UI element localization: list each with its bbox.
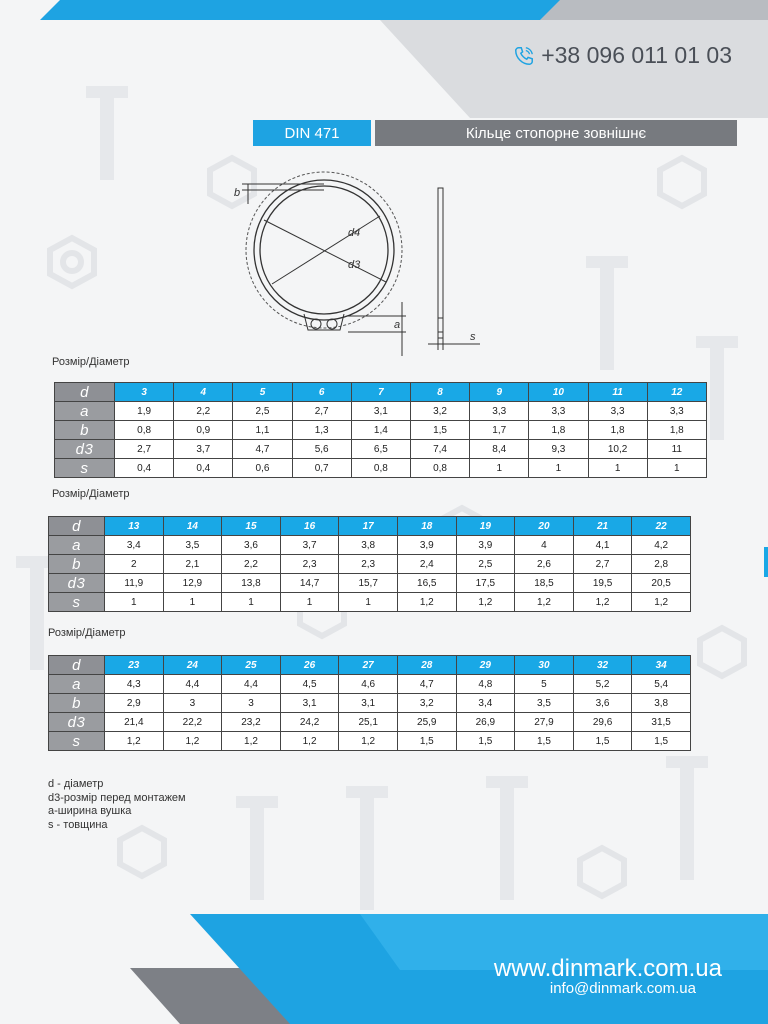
size-cell: 25: [222, 656, 281, 675]
value-cell: 31,5: [632, 713, 691, 732]
size-cell: 16: [280, 517, 339, 536]
value-cell: 3,9: [397, 536, 456, 555]
value-cell: 19,5: [573, 574, 632, 593]
value-cell: 4,4: [222, 675, 281, 694]
legend-item: d3-розмір перед монтажем: [48, 791, 186, 804]
size-cell: 24: [163, 656, 222, 675]
size-cell: 23: [105, 656, 164, 675]
size-cell: 29: [456, 656, 515, 675]
size-cell: 4: [174, 383, 233, 402]
table-row: [49, 675, 691, 694]
value-cell: 2,7: [292, 402, 351, 421]
size-cell: 7: [351, 383, 410, 402]
value-cell: 2,7: [573, 555, 632, 574]
label-s: s: [470, 331, 476, 343]
value-cell: 3,5: [515, 694, 574, 713]
value-cell: 1,2: [222, 732, 281, 751]
size-cell: 12: [647, 383, 706, 402]
value-cell: 2,3: [280, 555, 339, 574]
value-cell: 3,3: [470, 402, 529, 421]
value-cell: 22,2: [163, 713, 222, 732]
table-caption-2: Розмір/Діаметр: [52, 488, 130, 500]
value-cell: 1,5: [456, 732, 515, 751]
value-cell: 3,3: [588, 402, 647, 421]
table-caption-3: Розмір/Діаметр: [48, 627, 126, 639]
value-cell: 16,5: [397, 574, 456, 593]
value-cell: 2: [105, 555, 164, 574]
value-cell: 0,8: [115, 421, 174, 440]
value-cell: 2,3: [339, 555, 398, 574]
value-cell: 3,4: [105, 536, 164, 555]
phone-number: +38 096 011 01 03: [541, 42, 732, 68]
legend-item: d - діаметр: [48, 778, 104, 790]
table-row: [55, 440, 707, 459]
value-cell: 23,2: [222, 713, 281, 732]
value-cell: 2,2: [222, 555, 281, 574]
value-cell: 2,1: [163, 555, 222, 574]
value-cell: 3,3: [529, 402, 588, 421]
value-cell: 1,8: [529, 421, 588, 440]
value-cell: 1: [163, 593, 222, 612]
value-cell: 1,2: [456, 593, 515, 612]
value-cell: 7,4: [410, 440, 469, 459]
row-label: d: [49, 656, 105, 675]
dimensions-table-3: [48, 655, 691, 751]
value-cell: 15,7: [339, 574, 398, 593]
value-cell: 4,8: [456, 675, 515, 694]
value-cell: 2,7: [115, 440, 174, 459]
phone-contact[interactable]: [513, 42, 732, 69]
value-cell: 1,5: [410, 421, 469, 440]
size-cell: 14: [163, 517, 222, 536]
value-cell: 1,1: [233, 421, 292, 440]
value-cell: 1,2: [397, 593, 456, 612]
size-cell: 6: [292, 383, 351, 402]
value-cell: 3,8: [632, 694, 691, 713]
dimensions-table-1: [54, 382, 707, 478]
value-cell: 26,9: [456, 713, 515, 732]
value-cell: 4,1: [573, 536, 632, 555]
value-cell: 4,2: [632, 536, 691, 555]
size-cell: 10: [529, 383, 588, 402]
value-cell: 9,3: [529, 440, 588, 459]
legend: [48, 778, 186, 832]
row-label: d3: [49, 574, 105, 593]
row-label: d: [49, 517, 105, 536]
table-row: [55, 459, 707, 478]
table-row: [49, 536, 691, 555]
size-cell: 17: [339, 517, 398, 536]
value-cell: 18,5: [515, 574, 574, 593]
value-cell: 1,2: [163, 732, 222, 751]
page-edge-marker: [764, 547, 768, 577]
size-cell: 22: [632, 517, 691, 536]
value-cell: 1: [470, 459, 529, 478]
value-cell: 12,9: [163, 574, 222, 593]
value-cell: 1,8: [647, 421, 706, 440]
size-cell: 13: [105, 517, 164, 536]
value-cell: 0,8: [351, 459, 410, 478]
row-label: s: [55, 459, 115, 478]
size-cell: 32: [573, 656, 632, 675]
value-cell: 4,6: [339, 675, 398, 694]
value-cell: 5,6: [292, 440, 351, 459]
value-cell: 1,2: [515, 593, 574, 612]
row-label: b: [55, 421, 115, 440]
value-cell: 21,4: [105, 713, 164, 732]
value-cell: 3,9: [456, 536, 515, 555]
legend-item: a-ширина вушка: [48, 805, 132, 817]
value-cell: 2,9: [105, 694, 164, 713]
value-cell: 3,3: [647, 402, 706, 421]
size-cell: 9: [470, 383, 529, 402]
value-cell: 1,5: [573, 732, 632, 751]
value-cell: 2,5: [233, 402, 292, 421]
value-cell: 0,8: [410, 459, 469, 478]
value-cell: 3,1: [351, 402, 410, 421]
value-cell: 1,2: [339, 732, 398, 751]
value-cell: 1: [222, 593, 281, 612]
value-cell: 4: [515, 536, 574, 555]
value-cell: 3,4: [456, 694, 515, 713]
size-cell: 27: [339, 656, 398, 675]
table-row: [49, 732, 691, 751]
value-cell: 4,3: [105, 675, 164, 694]
row-label: d3: [49, 713, 105, 732]
value-cell: 3,7: [174, 440, 233, 459]
table-header-row: [49, 517, 691, 536]
website-link[interactable]: www.dinmark.com.ua: [493, 955, 722, 982]
value-cell: 3: [222, 694, 281, 713]
value-cell: 27,9: [515, 713, 574, 732]
email-link[interactable]: info@dinmark.com.ua: [549, 980, 696, 997]
row-label: d3: [55, 440, 115, 459]
value-cell: 1: [280, 593, 339, 612]
value-cell: 1,2: [573, 593, 632, 612]
table-header-row: [49, 656, 691, 675]
value-cell: 2,4: [397, 555, 456, 574]
size-cell: 3: [115, 383, 174, 402]
value-cell: 3,6: [573, 694, 632, 713]
value-cell: 3,6: [222, 536, 281, 555]
table-row: [49, 694, 691, 713]
standard-label: DIN 471: [253, 120, 371, 146]
value-cell: 5,4: [632, 675, 691, 694]
row-label: a: [49, 536, 105, 555]
value-cell: 3,7: [280, 536, 339, 555]
value-cell: 3,1: [339, 694, 398, 713]
value-cell: 8,4: [470, 440, 529, 459]
value-cell: 4,4: [163, 675, 222, 694]
value-cell: 17,5: [456, 574, 515, 593]
row-label: b: [49, 694, 105, 713]
product-title-bar: [253, 120, 737, 146]
value-cell: 1: [588, 459, 647, 478]
value-cell: 1,4: [351, 421, 410, 440]
row-label: s: [49, 732, 105, 751]
value-cell: 3,2: [397, 694, 456, 713]
value-cell: 0,4: [115, 459, 174, 478]
value-cell: 4,7: [397, 675, 456, 694]
value-cell: 5: [515, 675, 574, 694]
size-cell: 21: [573, 517, 632, 536]
value-cell: 2,8: [632, 555, 691, 574]
row-label: a: [49, 675, 105, 694]
product-name: Кільце стопорне зовнішнє: [375, 120, 737, 146]
size-cell: 15: [222, 517, 281, 536]
label-b: b: [234, 187, 241, 199]
legend-item: s - товщина: [48, 818, 108, 831]
label-d3: d3: [348, 259, 361, 271]
row-label: b: [49, 555, 105, 574]
value-cell: 1,2: [632, 593, 691, 612]
value-cell: 3,2: [410, 402, 469, 421]
value-cell: 25,9: [397, 713, 456, 732]
value-cell: 1,5: [515, 732, 574, 751]
table-row: [49, 593, 691, 612]
value-cell: 3,8: [339, 536, 398, 555]
size-cell: 20: [515, 517, 574, 536]
value-cell: 2,5: [456, 555, 515, 574]
value-cell: 13,8: [222, 574, 281, 593]
value-cell: 1: [105, 593, 164, 612]
size-cell: 30: [515, 656, 574, 675]
table-caption-1: Розмір/Діаметр: [52, 356, 130, 368]
phone-icon: [513, 45, 535, 67]
row-label: d: [55, 383, 115, 402]
label-a: a: [394, 319, 401, 331]
size-cell: 11: [588, 383, 647, 402]
value-cell: 6,5: [351, 440, 410, 459]
row-label: a: [55, 402, 115, 421]
size-cell: 5: [233, 383, 292, 402]
size-cell: 34: [632, 656, 691, 675]
value-cell: 0,4: [174, 459, 233, 478]
value-cell: 2,6: [515, 555, 574, 574]
value-cell: 4,7: [233, 440, 292, 459]
value-cell: 1,5: [397, 732, 456, 751]
value-cell: 3,5: [163, 536, 222, 555]
dimensions-table-2: [48, 516, 691, 612]
value-cell: 24,2: [280, 713, 339, 732]
table-row: [49, 574, 691, 593]
value-cell: 1,9: [115, 402, 174, 421]
value-cell: 0,7: [292, 459, 351, 478]
value-cell: 1,3: [292, 421, 351, 440]
value-cell: 14,7: [280, 574, 339, 593]
label-d4: d4: [348, 227, 361, 239]
table-row: [49, 555, 691, 574]
value-cell: 1,8: [588, 421, 647, 440]
size-cell: 8: [410, 383, 469, 402]
value-cell: 11: [647, 440, 706, 459]
table-row: [55, 402, 707, 421]
table-row: [49, 713, 691, 732]
value-cell: 11,9: [105, 574, 164, 593]
value-cell: 1: [647, 459, 706, 478]
value-cell: 0,9: [174, 421, 233, 440]
row-label: s: [49, 593, 105, 612]
value-cell: 5,2: [573, 675, 632, 694]
value-cell: 29,6: [573, 713, 632, 732]
value-cell: 2,2: [174, 402, 233, 421]
retaining-ring-drawing: [228, 160, 518, 360]
table-row: [55, 421, 707, 440]
table-header-row: [55, 383, 707, 402]
value-cell: 3,1: [280, 694, 339, 713]
size-cell: 19: [456, 517, 515, 536]
value-cell: 1,2: [280, 732, 339, 751]
value-cell: 1,7: [470, 421, 529, 440]
size-cell: 26: [280, 656, 339, 675]
value-cell: 1,2: [105, 732, 164, 751]
value-cell: 1: [339, 593, 398, 612]
value-cell: 20,5: [632, 574, 691, 593]
value-cell: 1,5: [632, 732, 691, 751]
value-cell: 25,1: [339, 713, 398, 732]
size-cell: 18: [397, 517, 456, 536]
value-cell: 3: [163, 694, 222, 713]
value-cell: 4,5: [280, 675, 339, 694]
value-cell: 0,6: [233, 459, 292, 478]
value-cell: 10,2: [588, 440, 647, 459]
size-cell: 28: [397, 656, 456, 675]
value-cell: 1: [529, 459, 588, 478]
